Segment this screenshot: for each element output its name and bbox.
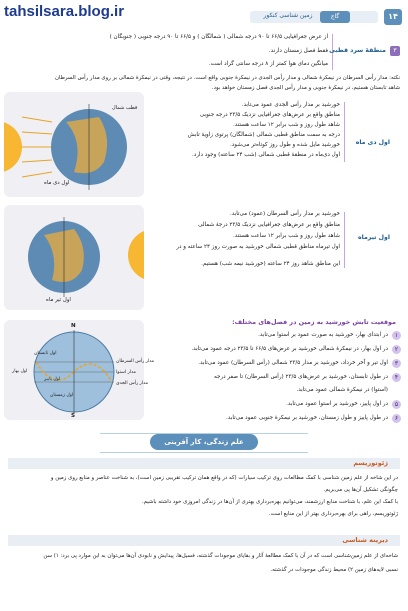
- header-title: زمین شناسی کنکور: [263, 12, 313, 19]
- diagram-tir: [4, 205, 144, 310]
- dey-item: اول دی‌ماه در منطقهٔ قطبی شمالی (شب ۲۴ ساعته) وجود دارد.: [191, 152, 340, 158]
- paleontology-line: نسبی لایه‌های زمین ۲) محیط زندگی موجودات در گذشته.: [270, 567, 398, 573]
- dey-item: درجه به سمت مناطق قطبی شمالی (شمالگان) پرتوی زاویهٔ تابش: [187, 132, 340, 138]
- dey-item: خورشید مایل شده و طول روز کوتاه‌تر می‌شود.: [230, 142, 340, 148]
- geotourism-line: در این شاخه از علم زمین شناسی با کمک مطالعات روی ترکیب سیارات (که در واقع همان ترکیب تقریبی زمین است)، به شناخت عناصر و منابع روی زمین و: [50, 475, 398, 481]
- item-number: ۴: [392, 373, 401, 382]
- sun-item: اول تیر و آخر خرداد، خورشید بر مدار ۲۳/۵ شمالی (رأس السرطان) عمود می‌تابد.: [198, 360, 388, 366]
- tir-label: اول تیرماه: [358, 234, 390, 241]
- north-pole-label: قطب شمال: [112, 105, 138, 111]
- item-number: ۱: [392, 331, 401, 340]
- publisher-logo: گاج: [320, 11, 350, 23]
- sun-section-title: موقعیت تابش خورشید به زمین در فصل‌های مختلف:: [232, 318, 396, 326]
- note-line: شاهد تابستان هستیم، در نیمکرهٔ جنوبی و مدار رأس الجدی فصل زمستان خواهد بود.: [211, 85, 400, 91]
- orbit-label: مدار رأس الجدی: [116, 381, 149, 386]
- dey-item: خورشید بر مدار رأس الجدی عمود می‌تابد.: [241, 102, 340, 108]
- bracket-line: [344, 212, 345, 268]
- bracket-line: [344, 102, 345, 162]
- section-bar: [8, 535, 400, 546]
- dey-label: اول دی ماه: [355, 139, 390, 146]
- sun-item: در ابتدای بهار، خورشید به صورت عمود بر استوا می‌تابد.: [258, 332, 388, 338]
- north-label: N: [71, 323, 76, 329]
- tir-item: اول تیرماه مناطق قطبی شمالی خورشید به صورت روز ۲۴ ساعته و در: [176, 244, 340, 250]
- sun-item: در طول پاییز و طول زمستان، خورشید بر نیمکرهٔ جنوبی عمود می‌تابد.: [226, 415, 388, 421]
- dey-item: شاهد طول روز و شب برابر ۱۲ ساعت هستند.: [232, 122, 340, 128]
- tir-item: شاهد طول روز و شب برابر ۱۲ ساعت هستند.: [232, 233, 340, 239]
- orbit-label: مدار استوا: [116, 370, 136, 375]
- sun-item: در اول بهار، در نیمکرهٔ شمالی خورشید بر عرض‌های ۶۶/۵ تا ۲۳/۵ درجه عمود می‌تابد.: [191, 346, 388, 352]
- watermark: tahsilsara.blog.ir: [4, 3, 125, 20]
- section-bar: [8, 458, 400, 469]
- note-line: نکته: مدار رأس السرطان در نیمکرهٔ شمالی و مدار رأس الجدی در نیمکرهٔ جنوبی واقع است. در نتیجه، وقتی در نیمکرهٔ شمالی بر روی مدار رأس السرطان: [54, 75, 400, 81]
- geotourism-line: با کمک این علم، با شناخت منابع ارزشمند، می‌توانیم بهره‌برداری بهتری از آن‌ها در زندگی امروزی خود داشته باشیم.: [141, 499, 398, 505]
- tir-item: این مناطق شاهد روز ۲۴ ساعته (خورشید نیمه شب) هستیم.: [201, 261, 340, 267]
- season-label: اول زمستان: [50, 393, 74, 398]
- top-list-item: از عرض جغرافیایی ۶۶/۵ تا ۹۰ درجه شمالی ( شمالگان ) و ۶۶/۵ تا ۹۰ درجه جنوبی ( جنوبگان ): [109, 34, 328, 40]
- tir-caption: اول تیر ماه: [46, 297, 71, 303]
- section-number: ۳: [390, 46, 400, 56]
- sun-item: در اول پاییز، خورشید بر استوا عمود می‌تابد.: [286, 401, 388, 407]
- tir-item: خورشید بر مدار رأس السرطان (عمود) می‌تابد.: [229, 211, 340, 217]
- top-list-item: فقط فصل زمستان دارند.: [268, 48, 328, 54]
- paleontology-line: شاخه‌ای از علم زمین‌شناسی است که در آن با کمک مطالعهٔ آثار و بقایای موجودات گذشته، فسیل‌ها، پیدایش و نابودی آن‌ها می‌توان به این موارد پی برد: ۱) سن: [43, 553, 398, 559]
- paleontology-title: دیرینه شناسی: [342, 536, 388, 544]
- item-number: ۶: [392, 414, 401, 423]
- banner-title: علم زندگی، کار آفرینی: [150, 434, 258, 450]
- top-list-item: میانگین دمای هوا کمتر از ۸ درجه سانتی گراد است.: [208, 61, 328, 67]
- item-number: ۳: [392, 359, 401, 368]
- tir-item: مناطق واقع بر عرض‌های جغرافیایی نزدیک ۲۳/۵ درجهٔ شمالی: [198, 222, 340, 228]
- item-number: ۲: [392, 345, 401, 354]
- sun-item: در طول تابستان، خورشید بر عرض‌های ۲۳/۵ (رأس السرطان) تا صفر درجه: [213, 374, 388, 380]
- dey-item: مناطق واقع بر عرض‌های جغرافیایی نزدیک ۲۳/۵ درجه جنوبی: [199, 112, 340, 118]
- page-number: ۱۴: [384, 9, 402, 25]
- section-label: منطقهٔ سرد قطبی: [329, 47, 386, 54]
- sun-item: (استوا) در نیمکرهٔ شمالی عمود می‌تابد.: [296, 387, 388, 393]
- geotourism-line: ژئوتوریسم، راهی برای بهره‌برداری بهتر از این منابع است.: [268, 511, 398, 517]
- geotourism-title: ژئوتوریسم: [353, 459, 388, 467]
- south-label: S: [71, 413, 76, 419]
- season-label: اول تابستان: [34, 351, 57, 356]
- dey-caption: اول دی ماه: [44, 180, 70, 186]
- diagram-dey: [4, 92, 144, 197]
- orbit-label: مدار رأس السرطان: [116, 359, 155, 364]
- geotourism-line: چگونگی تشکیل آن‌ها پی می‌بریم.: [323, 487, 398, 493]
- diagram-seasons: [4, 320, 155, 420]
- item-number: ۵: [392, 400, 401, 409]
- season-label: اول پاییز: [44, 377, 61, 382]
- season-label: اول بهار: [12, 369, 28, 374]
